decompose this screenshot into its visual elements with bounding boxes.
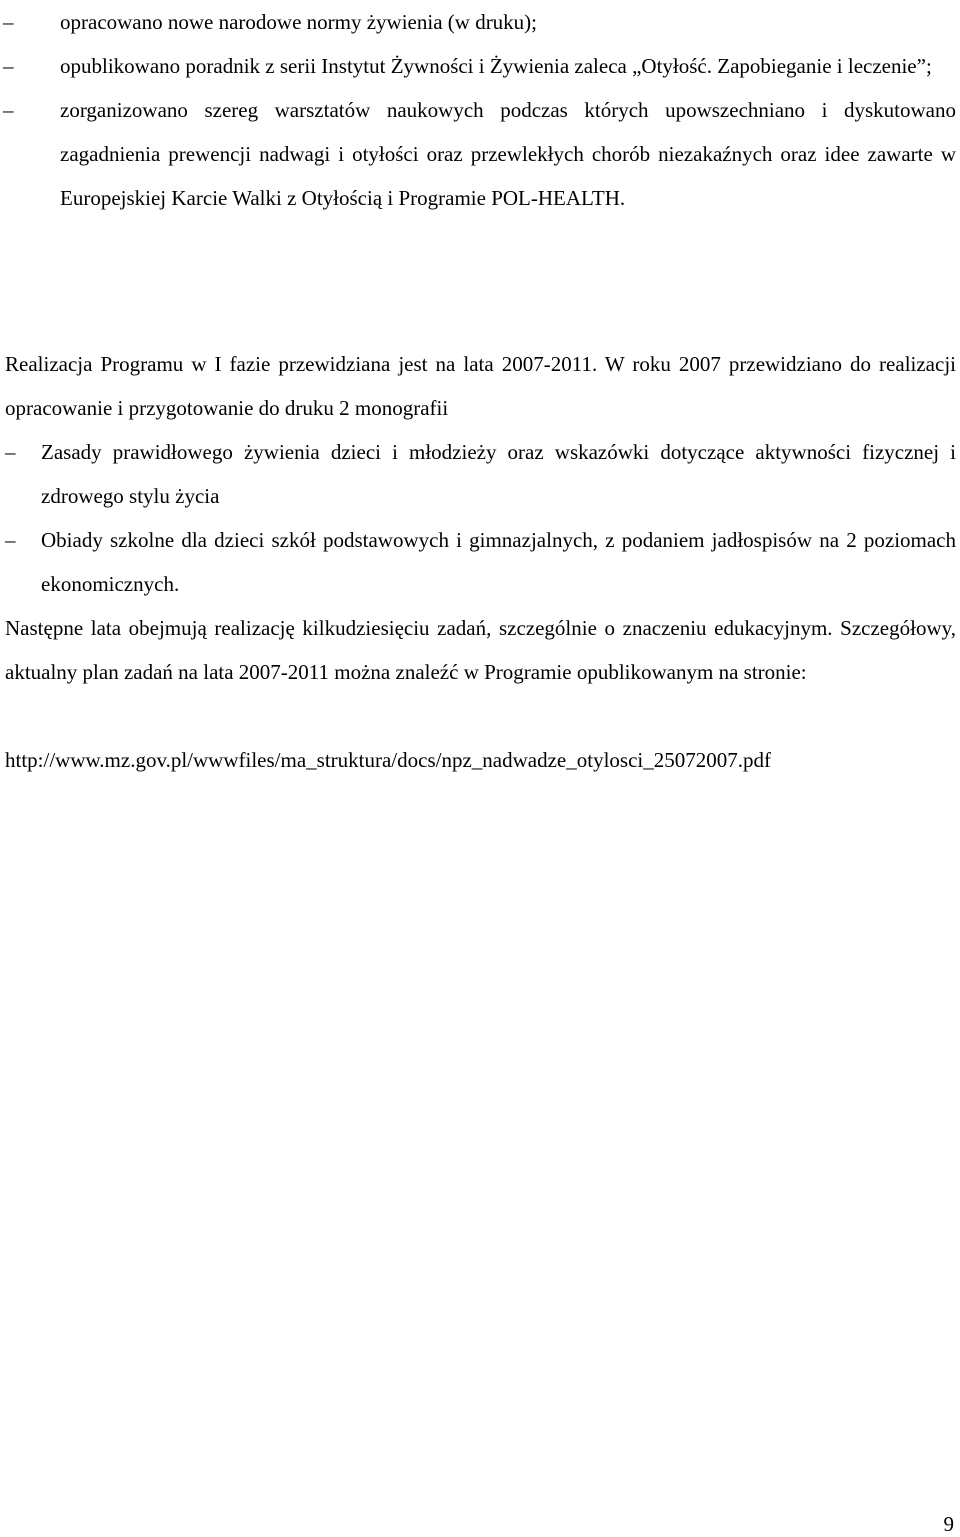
- activities-list: [0, 0, 956, 220]
- list-item: [0, 88, 956, 220]
- list-item: [0, 44, 956, 88]
- program-url-link[interactable]: http://www.mz.gov.pl/wwwfiles/ma_struktura/docs/npz_nadwadze_otylosci_25072007.pdf: [5, 748, 771, 772]
- dash-bullet: –: [3, 10, 14, 34]
- list-item: [5, 518, 956, 606]
- dash-bullet: –: [3, 54, 14, 78]
- dash-bullet: –: [5, 528, 16, 552]
- dash-bullet: –: [5, 440, 16, 464]
- body-text-block: [5, 342, 956, 694]
- list-item: [0, 0, 956, 44]
- list-item-text: Zasady prawidłowego żywienia dzieci i młodzieży oraz wskazówki dotyczące aktywności fizycznej i zdrowego stylu życia: [41, 440, 956, 508]
- page-number: 9: [943, 1512, 954, 1536]
- paragraph-realizacja: Realizacja Programu w I fazie przewidziana jest na lata 2007-2011. W roku 2007 przewidziano do realizacji opracowanie i przygotowanie do druku 2 monografii: [5, 352, 956, 420]
- dash-bullet: –: [3, 98, 14, 122]
- list-item: [5, 430, 956, 518]
- paragraph-nastepne: Następne lata obejmują realizację kilkudziesięciu zadań, szczególnie o znaczeniu edukacyjnym. Szczegółowy, aktualny plan zadań na lata 2007-2011 można znaleźć w Programie opublikowanym na stronie:: [5, 616, 956, 684]
- monographs-list: [5, 430, 956, 606]
- list-item-text: Obiady szkolne dla dzieci szkół podstawowych i gimnazjalnych, z podaniem jadłospisów na 2 poziomach ekonomicznych.: [41, 528, 956, 596]
- list-item-text: zorganizowano szereg warsztatów naukowych podczas których upowszechniano i dyskutowano zagadnienia prewencji nadwagi i otyłości oraz przewlekłych chorób niezakaźnych oraz idee zawarte w Europejskiej Karcie Walki z Otyłością i Programie POL-HEALTH.: [60, 98, 956, 210]
- list-item-text: opracowano nowe narodowe normy żywienia (w druku);: [60, 10, 538, 34]
- list-item-text: opublikowano poradnik z serii Instytut Żywności i Żywienia zaleca „Otyłość. Zapobieganie i leczenie”;: [60, 54, 932, 78]
